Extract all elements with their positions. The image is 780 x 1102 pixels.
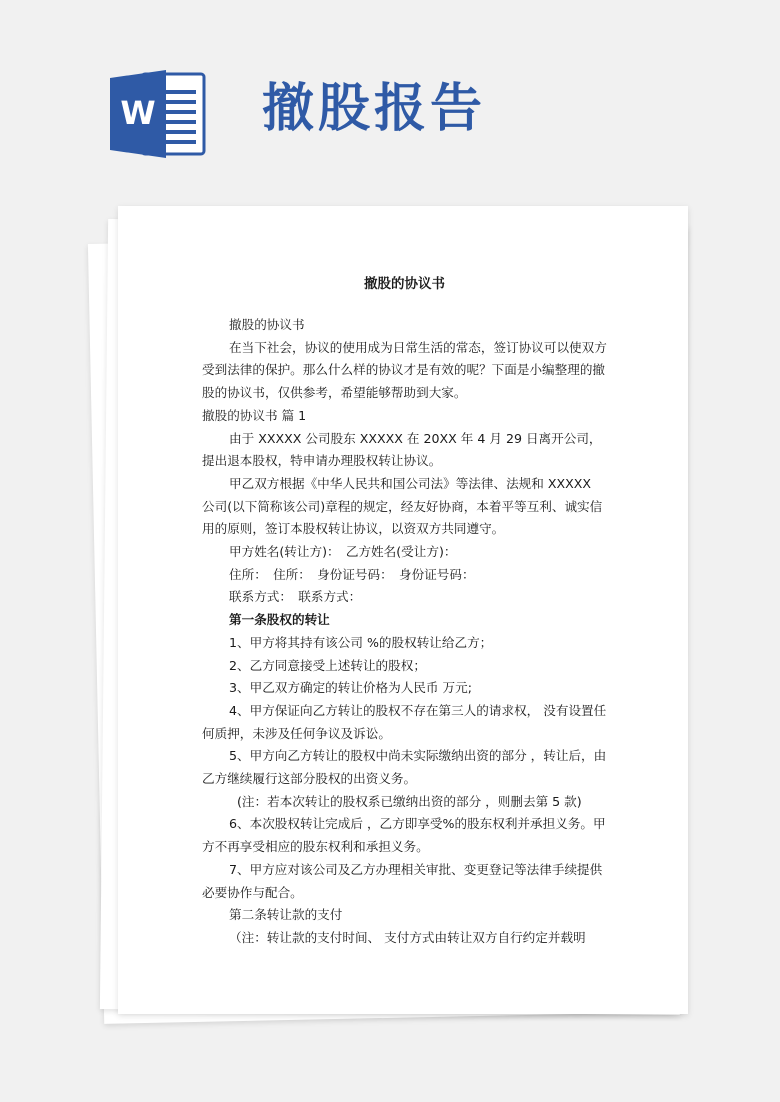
logo-letter: W (120, 94, 156, 132)
document-paragraph: 6、本次股权转让完成后 ，乙方即享受%的股东权利并承担义务。甲方不再享受相应的股东权利和承担义务。 (202, 816, 606, 855)
document-paragraph: 由于 XXXXX 公司股东 XXXXX 在 20XX 年 4 月 29 日离开公司，提出退本股权，特申请办理股权转让协议。 (202, 430, 602, 469)
document-paragraph: 第二条转让款的支付 (229, 907, 343, 923)
document-paragraph: 在当下社会，协议的使用成为日常生活的常态，签订协议可以使双方受到法律的保护。那么什么样的协议才是有效的呢？下面是小编整理的撤股的协议书，仅供参考，希望能够帮助到大家。 (202, 339, 607, 401)
document-paragraph: 7、甲方应对该公司及乙方办理相关审批、变更登记等法律手续提供必要协作与配合。 (202, 861, 603, 900)
document-paragraph: 住所： 住所： 身份证号码： 身份证号码： (229, 566, 475, 582)
document-paragraph: 1、甲方将其持有该公司 %的股权转让给乙方； (229, 634, 493, 650)
watermark: ​ (34, 301, 46, 323)
document-paragraph: (注：若本次转让的股权系已缴纳出资的部分 ，则删去第 5 款) (237, 793, 582, 809)
document-paragraph: （注：转让款的支付时间、 支付方式由转让双方自行约定并载明 (229, 929, 586, 945)
document-paragraph: 撤股的协议书 (229, 317, 305, 332)
document-body (202, 272, 607, 950)
document-paragraph: 联系方式： 联系方式： (229, 589, 362, 605)
page-title: 撤股报告 (262, 79, 487, 139)
paragraph-list (202, 314, 607, 950)
document-paragraph: 甲方姓名(转让方)： 乙方姓名(受让方)： (229, 544, 457, 560)
document-paragraph: 4、甲方保证向乙方转让的股权不存在第三人的请求权， 没有设置任何质押，未涉及任何争议及诉讼。 (202, 702, 607, 741)
document-paragraph: 第一条股权的转让 (229, 612, 330, 628)
word-doc-icon (108, 66, 208, 162)
document-paragraph: 甲乙双方根据《中华人民共和国公司法》等法律、法规和 XXXXX 公司(以下简称该公司)章程的规定，经友好协商，本着平等互利、诚实信用的原则，签订本股权转让协议，以资双方共同遵守。 (202, 475, 603, 537)
document-paragraph: 5、甲方向乙方转让的股权中尚未实际缴纳出资的部分 ，转让后，由乙方继续履行这部分股权的出资义务。 (202, 748, 607, 787)
document-paragraph: 3、甲乙双方确定的转让价格为人民币 万元; (229, 680, 472, 696)
document-title: 撤股的协议书 (364, 276, 445, 292)
document-paragraph: 2、乙方同意接受上述转让的股权； (229, 657, 426, 673)
document-paragraph: 撤股的协议书 篇 1 (202, 407, 307, 423)
